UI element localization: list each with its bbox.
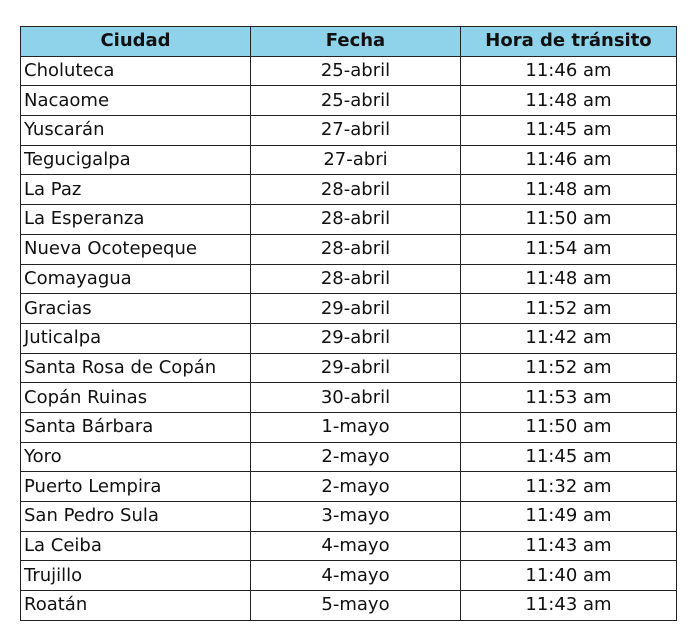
table-header-row: [21, 27, 677, 57]
cell-ciudad: San Pedro Sula: [21, 502, 251, 532]
cell-hora: 11:49 am: [461, 502, 677, 532]
cell-hora: 11:48 am: [461, 86, 677, 116]
cell-ciudad: Trujillo: [21, 561, 251, 591]
cell-fecha: 28-abril: [251, 264, 461, 294]
cell-fecha: 4-mayo: [251, 531, 461, 561]
transit-table: [20, 26, 677, 621]
table-row: [21, 531, 677, 561]
cell-fecha: 30-abril: [251, 383, 461, 413]
cell-hora: 11:40 am: [461, 561, 677, 591]
table-row: [21, 86, 677, 116]
table-body: [21, 56, 677, 620]
cell-ciudad: Yuscarán: [21, 116, 251, 146]
cell-fecha: 29-abril: [251, 353, 461, 383]
table-row: [21, 353, 677, 383]
table-row: [21, 145, 677, 175]
cell-fecha: 28-abril: [251, 205, 461, 235]
cell-hora: 11:45 am: [461, 116, 677, 146]
cell-ciudad: Choluteca: [21, 56, 251, 86]
cell-ciudad: Copán Ruinas: [21, 383, 251, 413]
cell-hora: 11:53 am: [461, 383, 677, 413]
cell-hora: 11:48 am: [461, 264, 677, 294]
table-row: [21, 591, 677, 621]
cell-hora: 11:43 am: [461, 591, 677, 621]
cell-hora: 11:52 am: [461, 294, 677, 324]
cell-fecha: 28-abril: [251, 234, 461, 264]
cell-ciudad: La Paz: [21, 175, 251, 205]
cell-hora: 11:50 am: [461, 205, 677, 235]
cell-fecha: 28-abril: [251, 175, 461, 205]
cell-ciudad: La Ceiba: [21, 531, 251, 561]
cell-ciudad: Nacaome: [21, 86, 251, 116]
cell-hora: 11:45 am: [461, 442, 677, 472]
cell-fecha: 2-mayo: [251, 472, 461, 502]
table-row: [21, 294, 677, 324]
cell-fecha: 27-abril: [251, 116, 461, 146]
table-row: [21, 56, 677, 86]
cell-ciudad: Nueva Ocotepeque: [21, 234, 251, 264]
header-hora: Hora de tránsito: [461, 27, 677, 57]
cell-ciudad: Yoro: [21, 442, 251, 472]
cell-hora: 11:42 am: [461, 323, 677, 353]
transit-table-container: [20, 26, 676, 621]
table-row: [21, 116, 677, 146]
cell-hora: 11:48 am: [461, 175, 677, 205]
cell-fecha: 4-mayo: [251, 561, 461, 591]
cell-hora: 11:46 am: [461, 145, 677, 175]
cell-ciudad: Comayagua: [21, 264, 251, 294]
table-row: [21, 323, 677, 353]
cell-hora: 11:46 am: [461, 56, 677, 86]
table-row: [21, 264, 677, 294]
cell-ciudad: La Esperanza: [21, 205, 251, 235]
table-row: [21, 502, 677, 532]
cell-fecha: 27-abri: [251, 145, 461, 175]
cell-ciudad: Gracias: [21, 294, 251, 324]
cell-ciudad: Juticalpa: [21, 323, 251, 353]
cell-fecha: 1-mayo: [251, 412, 461, 442]
cell-fecha: 25-abril: [251, 86, 461, 116]
table-row: [21, 234, 677, 264]
cell-hora: 11:50 am: [461, 412, 677, 442]
table-row: [21, 472, 677, 502]
cell-hora: 11:32 am: [461, 472, 677, 502]
cell-ciudad: Tegucigalpa: [21, 145, 251, 175]
header-fecha: Fecha: [251, 27, 461, 57]
cell-hora: 11:52 am: [461, 353, 677, 383]
cell-fecha: 2-mayo: [251, 442, 461, 472]
cell-fecha: 3-mayo: [251, 502, 461, 532]
cell-hora: 11:54 am: [461, 234, 677, 264]
table-row: [21, 442, 677, 472]
cell-ciudad: Roatán: [21, 591, 251, 621]
cell-ciudad: Santa Bárbara: [21, 412, 251, 442]
table-row: [21, 561, 677, 591]
table-row: [21, 383, 677, 413]
cell-fecha: 5-mayo: [251, 591, 461, 621]
header-ciudad: Ciudad: [21, 27, 251, 57]
cell-hora: 11:43 am: [461, 531, 677, 561]
table-row: [21, 175, 677, 205]
cell-ciudad: Puerto Lempira: [21, 472, 251, 502]
table-row: [21, 412, 677, 442]
cell-fecha: 29-abril: [251, 294, 461, 324]
cell-fecha: 25-abril: [251, 56, 461, 86]
cell-fecha: 29-abril: [251, 323, 461, 353]
cell-ciudad: Santa Rosa de Copán: [21, 353, 251, 383]
table-row: [21, 205, 677, 235]
